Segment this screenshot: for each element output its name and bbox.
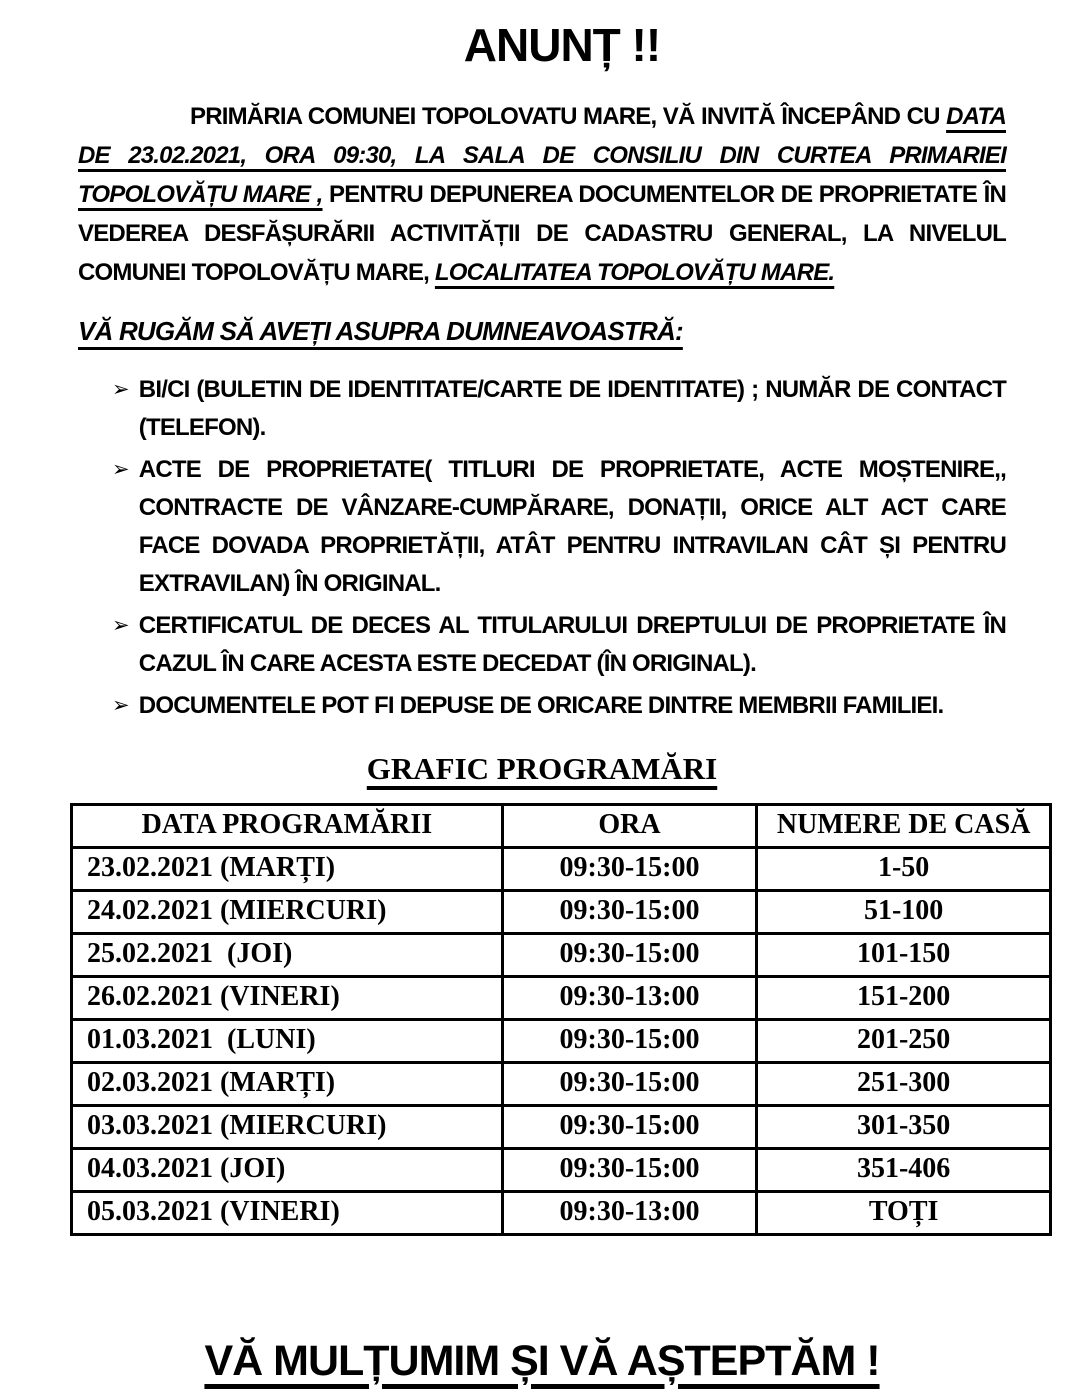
cell-house-numbers: 251-300 [757,1062,1051,1105]
cell-date: 01.03.2021 (LUNI) [72,1019,503,1062]
list-item [112,687,1006,725]
arrow-bullet-icon: ➢ [112,613,129,637]
intro-highlight-locality: LOCALITATEA TOPOLOVĂȚU MARE. [434,258,835,286]
cell-house-numbers: 351-406 [757,1148,1051,1191]
arrow-bullet-icon: ➢ [112,378,129,402]
cell-date: 25.02.2021 (JOI) [72,933,503,976]
list-item [112,451,1006,603]
cell-hours: 09:30-13:00 [502,976,757,1019]
cell-date: 03.03.2021 (MIERCURI) [72,1105,503,1148]
cell-hours: 09:30-15:00 [502,933,757,976]
arrow-bullet-icon: ➢ [112,693,129,717]
cell-date: 24.02.2021 (MIERCURI) [72,890,503,933]
table-row [72,1062,1051,1105]
cell-date: 02.03.2021 (MARȚI) [72,1062,503,1105]
cell-hours: 09:30-15:00 [502,1019,757,1062]
cell-hours: 09:30-15:00 [502,1105,757,1148]
cell-date: 05.03.2021 (VINERI) [72,1191,503,1234]
list-item-text: CERTIFICATUL DE DECES AL TITULARULUI DREPTULUI DE PROPRIETATE ÎN CAZUL ÎN CARE ACESTA ESTE DECEDAT (ÎN ORIGINAL). [138,611,1006,677]
list-item [112,607,1006,683]
list-item-text: BI/CI (BULETIN DE IDENTITATE/CARTE DE IDENTITATE) ; NUMĂR DE CONTACT (TELEFON). [138,376,1006,442]
table-row [72,1148,1051,1191]
schedule-table [70,803,1052,1236]
list-item [112,371,1006,447]
cell-hours: 09:30-15:00 [502,1148,757,1191]
intro-text-purpose: PENTRU DEPUNEREA DOCUMENTELOR DE PROPRIETATE ÎN VEDEREA DESFĂȘURĂRII ACTIVITĂȚII DE CADASTRU GENERAL, LA NIVELUL COMUNEI TOPOLOVĂȚU MARE, [78,180,1006,286]
table-row [72,1105,1051,1148]
cell-date: 04.03.2021 (JOI) [72,1148,503,1191]
cell-hours: 09:30-15:00 [502,890,757,933]
footer-message [78,1337,1006,1386]
schedule-heading [78,751,1006,787]
intro-text-opening: PRIMĂRIA COMUNEI TOPOLOVATU MARE, VĂ INVITĂ ÎNCEPÂND CU [190,103,947,130]
table-row [72,847,1051,890]
cell-hours: 09:30-15:00 [502,1062,757,1105]
arrow-bullet-icon: ➢ [112,458,129,482]
requirements-heading: VĂ RUGĂM SĂ AVEȚI ASUPRA DUMNEAVOASTRĂ: [78,316,683,347]
cell-house-numbers: 301-350 [757,1105,1051,1148]
cell-house-numbers: 151-200 [757,976,1051,1019]
schedule-heading-text: GRAFIC PROGRAMĂRI [366,750,718,786]
requirements-list [78,371,1006,728]
header-cell-date: DATA PROGRAMĂRII [72,804,503,847]
footer-message-text: VĂ MULȚUMIM ȘI VĂ AȘTEPTĂM ! [204,1337,880,1385]
table-row [72,890,1051,933]
cell-house-numbers: 51-100 [757,890,1051,933]
cell-house-numbers: 201-250 [757,1019,1051,1062]
cell-date: 23.02.2021 (MARȚI) [72,847,503,890]
list-item-text: DOCUMENTELE POT FI DEPUSE DE ORICARE DINTRE MEMBRII FAMILIEI. [138,691,944,719]
page-title: ANUNȚ !! [463,19,661,71]
table-row [72,976,1051,1019]
intro-paragraph [78,98,1006,292]
cell-hours: 09:30-13:00 [502,1191,757,1234]
list-item-text: ACTE DE PROPRIETATE( TITLURI DE PROPRIETATE, ACTE MOȘTENIRE,, CONTRACTE DE VÂNZARE-CUMPĂRARE, DONAȚII, ORICE ALT ACT CARE FACE DOVADA PROPRIETĂȚII, ATÂT PENTRU INTRAVILAN CÂT ȘI PENTRU EXTRAVILAN) ÎN ORIGINAL. [138,456,1006,597]
cell-house-numbers: 101-150 [757,933,1051,976]
cell-house-numbers: 1-50 [757,847,1051,890]
intro-highlight-date-location: DATA DE 23.02.2021, ORA 09:30, LA SALA DE CONSILIU DIN CURTEA PRIMARIEI TOPOLOVĂȚU MARE , [78,103,1006,208]
table-row [72,1191,1051,1234]
header-cell-house-numbers: NUMERE DE CASĂ [757,804,1051,847]
table-row [72,1019,1051,1062]
cell-house-numbers: TOȚI [757,1191,1051,1234]
cell-date: 26.02.2021 (VINERI) [72,976,503,1019]
header-cell-hours: ORA [502,804,757,847]
table-header-row [72,804,1051,847]
cell-hours: 09:30-15:00 [502,847,757,890]
table-row [72,933,1051,976]
